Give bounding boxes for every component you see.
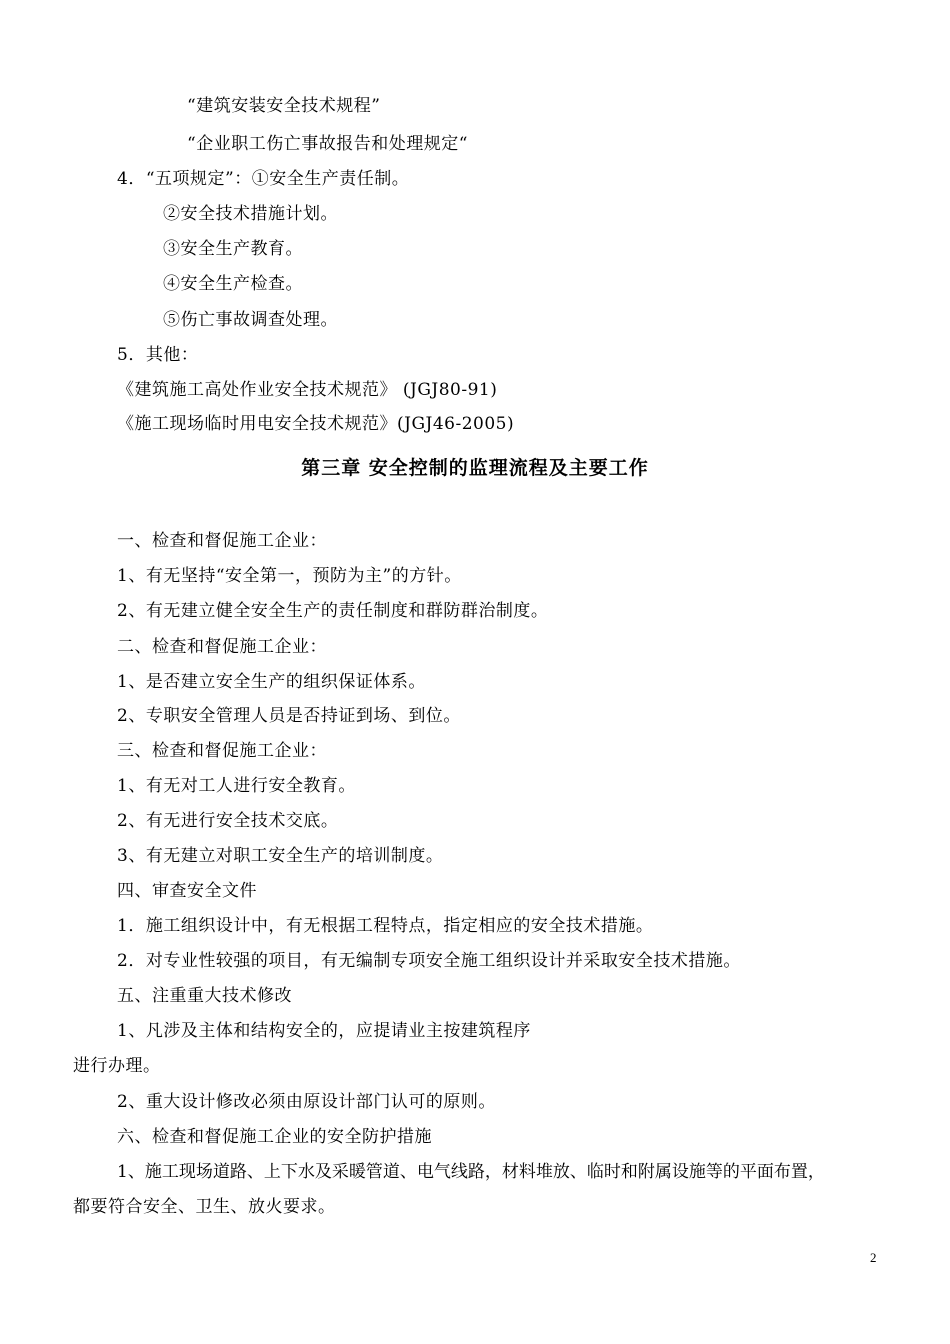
five-rules-item-3: ③安全生产教育。 — [163, 239, 303, 259]
section-6-item-1-continued: 都要符合安全、卫生、放火要求。 — [73, 1197, 336, 1217]
five-rules-item-4: ④安全生产检查。 — [163, 274, 303, 294]
section-2-item-2: 2、专职安全管理人员是否持证到场、到位。 — [117, 706, 461, 726]
section-2-heading: 二、检查和督促施工企业： — [117, 637, 327, 657]
section-5-item-2: 2、重大设计修改必须由原设计部门认可的原则。 — [117, 1092, 496, 1112]
section-1-heading: 一、检查和督促施工企业： — [117, 531, 327, 551]
others-heading: 5．其他： — [117, 345, 199, 365]
section-4-item-2: 2．对专业性较强的项目，有无编制专项安全施工组织设计并采取安全技术措施。 — [117, 951, 741, 971]
five-rules-item-2: ②安全技术措施计划。 — [163, 204, 338, 224]
section-5-item-1: 1、凡涉及主体和结构安全的，应提请业主按建筑程序 — [117, 1021, 531, 1041]
five-rules-item-5: ⑤伤亡事故调查处理。 — [163, 310, 338, 330]
standard-2: 《施工现场临时用电安全技术规范》(JGJ46-2005) — [117, 414, 515, 434]
ref-item-2: “企业职工伤亡事故报告和处理规定“ — [187, 134, 468, 154]
standard-1: 《建筑施工高处作业安全技术规范》 (JGJ80-91) — [117, 380, 498, 400]
section-5-heading: 五、注重重大技术修改 — [117, 986, 292, 1006]
section-2-item-1: 1、是否建立安全生产的组织保证体系。 — [117, 672, 426, 692]
section-4-heading: 四、审查安全文件 — [117, 881, 257, 901]
section-1-item-1: 1、有无坚持“安全第一，预防为主”的方针。 — [117, 566, 462, 586]
five-rules-heading: 4．“五项规定”：①安全生产责任制。 — [117, 169, 410, 189]
section-3-heading: 三、检查和督促施工企业： — [117, 741, 327, 761]
ref-item-1: “建筑安装安全技术规程” — [187, 96, 381, 116]
section-1-item-2: 2、有无建立健全安全生产的责任制度和群防群治制度。 — [117, 601, 549, 621]
section-3-item-3: 3、有无建立对职工安全生产的培训制度。 — [117, 846, 444, 866]
section-5-item-1-continued: 进行办理。 — [73, 1056, 161, 1076]
section-3-item-2: 2、有无进行安全技术交底。 — [117, 811, 339, 831]
section-4-item-1: 1．施工组织设计中，有无根据工程特点，指定相应的安全技术措施。 — [117, 916, 654, 936]
page-number: 2 — [870, 1250, 877, 1265]
section-3-item-1: 1、有无对工人进行安全教育。 — [117, 776, 356, 796]
section-6-heading: 六、检查和督促施工企业的安全防护措施 — [117, 1127, 432, 1147]
chapter-title: 第三章 安全控制的监理流程及主要工作 — [301, 457, 649, 479]
section-6-item-1: 1、施工现场道路、上下水及采暖管道、电气线路，材料堆放、临时和附属设施等的平面布置， — [117, 1162, 825, 1182]
